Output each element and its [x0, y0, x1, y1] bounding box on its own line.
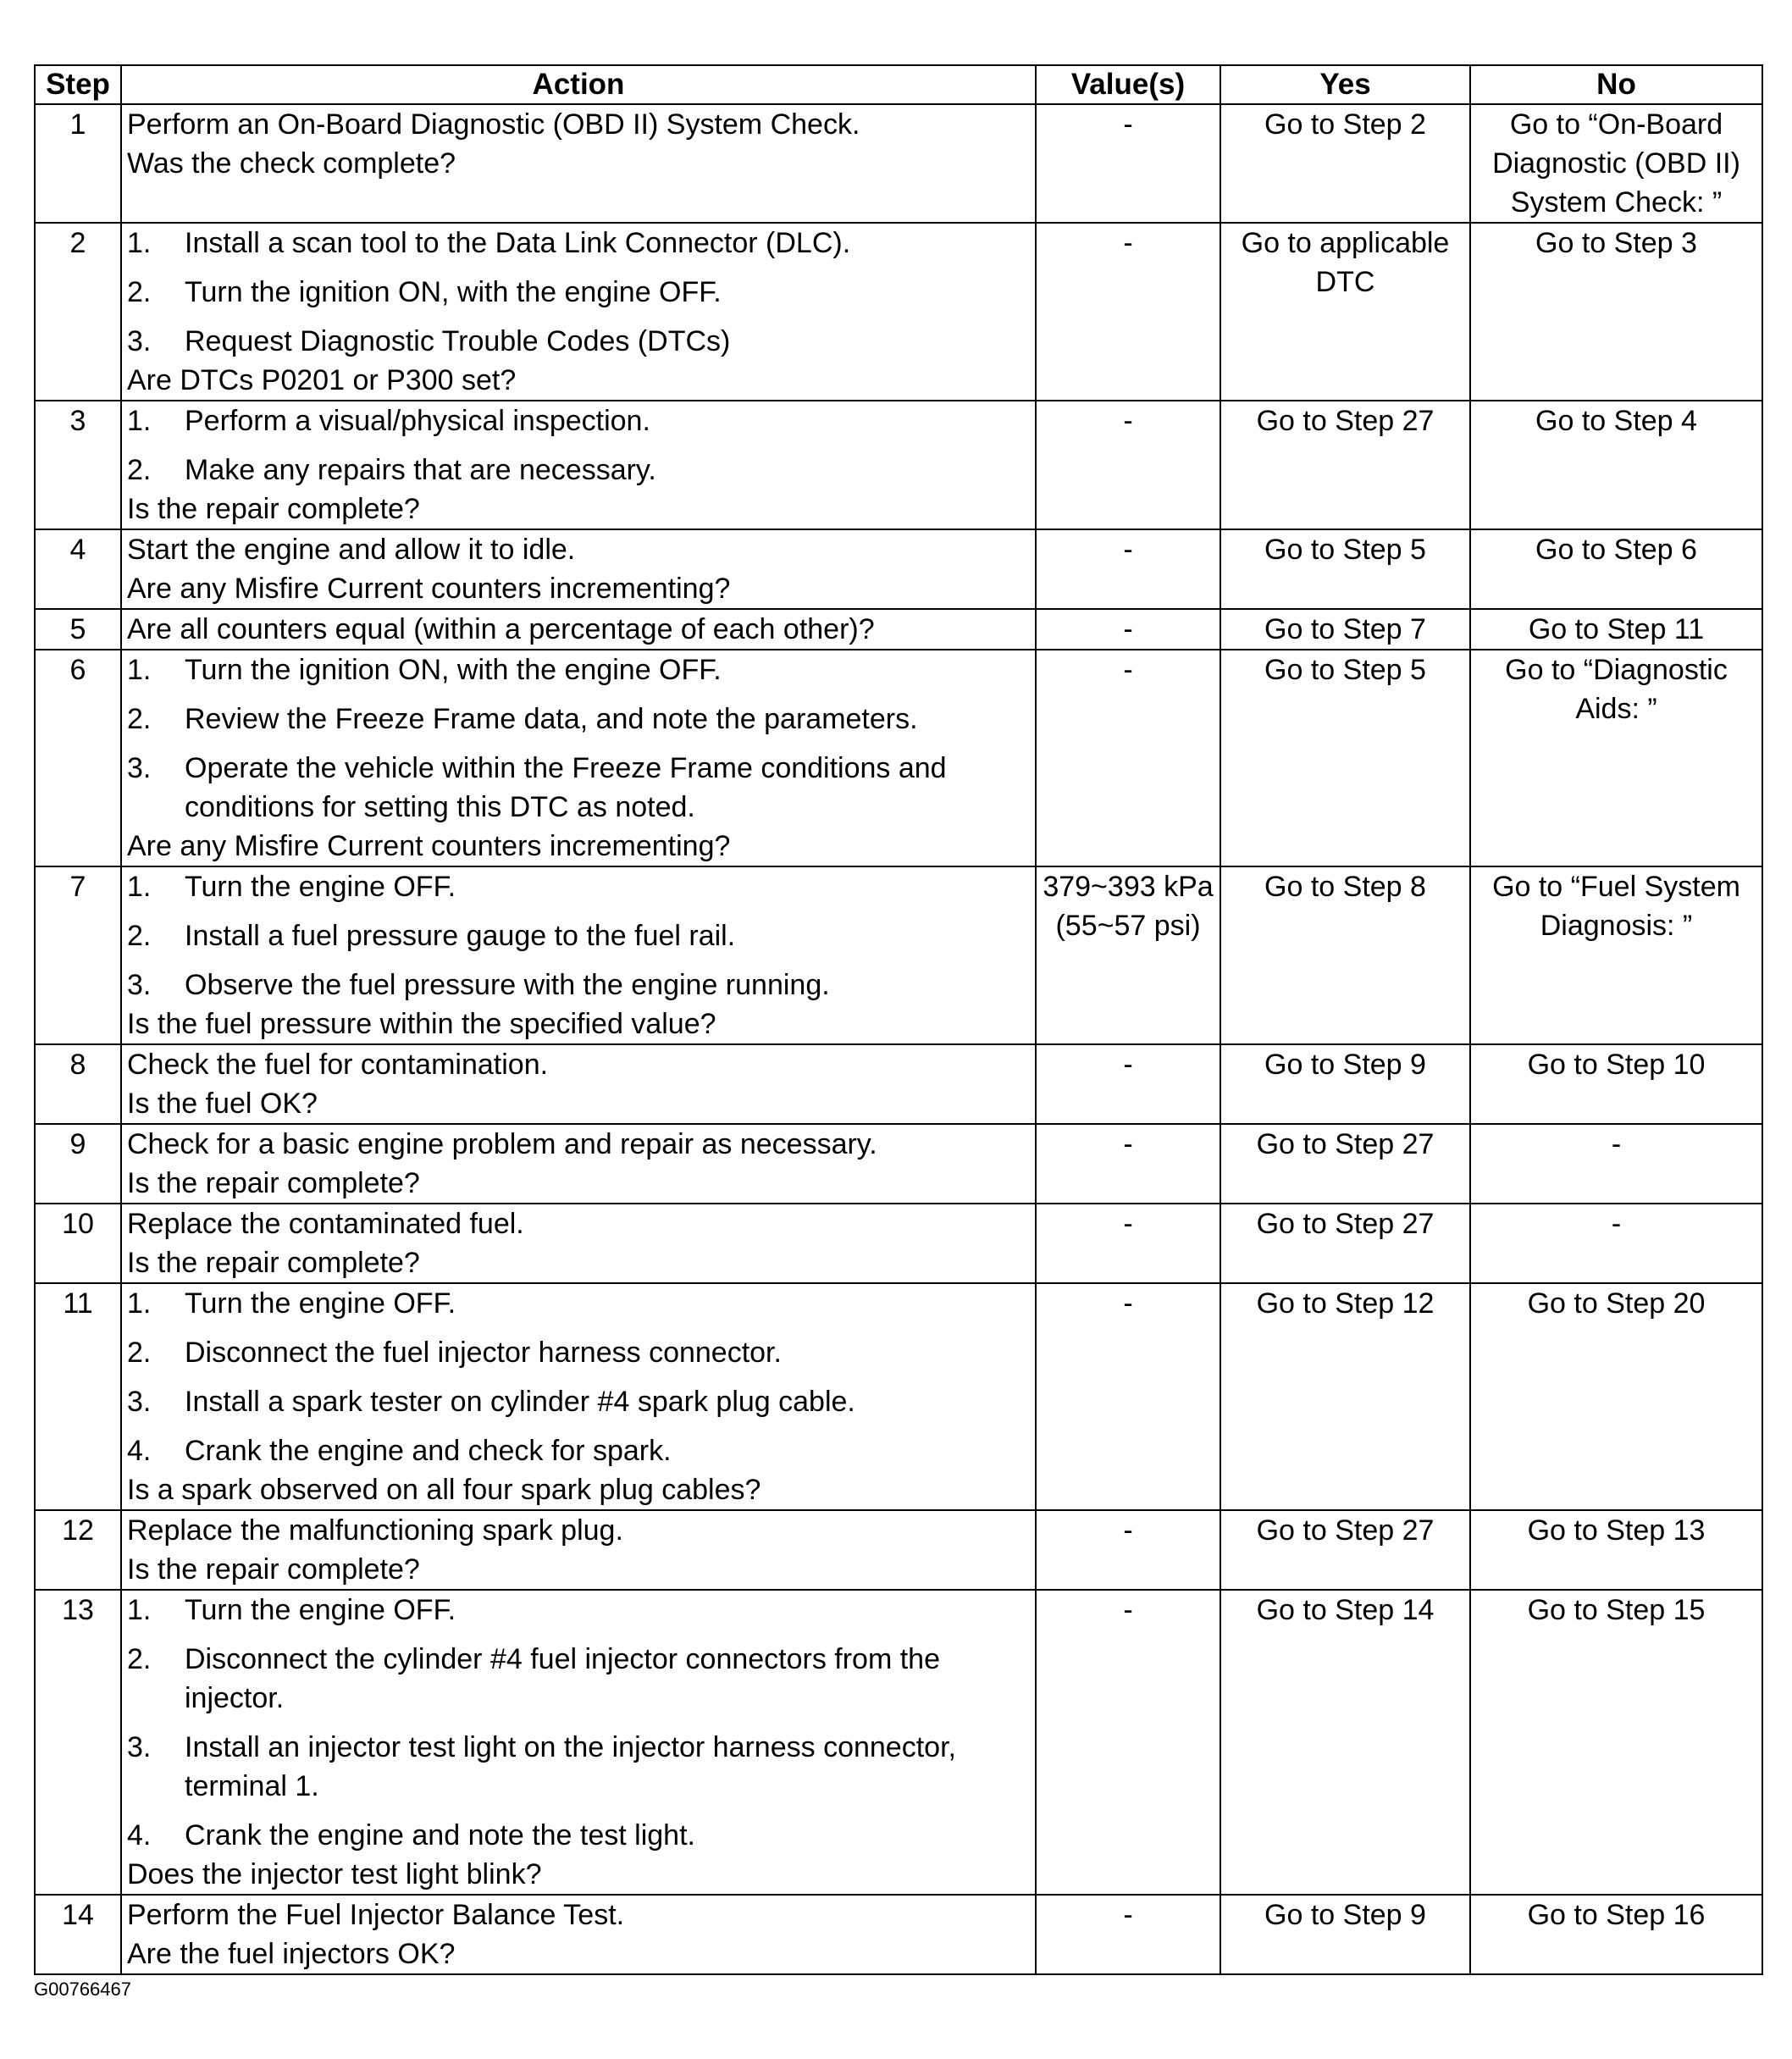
action-line: Are all counters equal (within a percentage of each other)?: [127, 613, 875, 645]
table-row: [35, 1283, 1762, 1510]
yes-cell: Go to Step 12: [1220, 1283, 1470, 1510]
action-substep: [127, 1284, 1030, 1323]
value-cell: -: [1036, 609, 1220, 650]
action-substep: [127, 1640, 1030, 1718]
action-line: Replace the malfunctioning spark plug.: [127, 1514, 623, 1547]
no-cell: -: [1470, 1204, 1762, 1283]
step-number: 5: [35, 609, 121, 650]
table-row: [35, 1124, 1762, 1204]
substep-text: Install a spark tester on cylinder #4 spark plug cable.: [185, 1386, 855, 1418]
yes-cell: Go to Step 2: [1220, 104, 1470, 223]
step-number: 6: [35, 650, 121, 866]
action-substep: [127, 273, 1030, 312]
action-line: Is a spark observed on all four spark plug cables?: [127, 1474, 761, 1506]
table-row: [35, 650, 1762, 866]
step-number: 1: [35, 104, 121, 223]
action-cell: [121, 1204, 1036, 1283]
no-cell: Go to “On-Board Diagnostic (OBD II) System Check: ”: [1470, 104, 1762, 223]
substep-text: Perform a visual/physical inspection.: [185, 405, 650, 437]
action-substep: [127, 966, 1030, 1005]
action-cell: [121, 1590, 1036, 1895]
substep-number: 1.: [127, 1594, 152, 1626]
step-number: 10: [35, 1204, 121, 1283]
substep-text: Install a fuel pressure gauge to the fuel rail.: [185, 920, 736, 952]
table-row: [35, 529, 1762, 609]
table-body: [35, 104, 1762, 1974]
substep-text: Turn the ignition ON, with the engine OFF.: [185, 654, 722, 686]
table-row: [35, 401, 1762, 529]
action-line: Is the repair complete?: [127, 1553, 420, 1586]
table-row: [35, 1895, 1762, 1974]
action-cell: [121, 104, 1036, 223]
value-cell: -: [1036, 1895, 1220, 1974]
table-row: [35, 609, 1762, 650]
yes-cell: Go to Step 7: [1220, 609, 1470, 650]
no-cell: Go to Step 13: [1470, 1510, 1762, 1590]
action-substep: [127, 401, 1030, 440]
yes-cell: Go to Step 9: [1220, 1044, 1470, 1124]
action-substep: [127, 867, 1030, 906]
substep-text: Turn the engine OFF.: [185, 1594, 456, 1626]
table-header-row: [35, 65, 1762, 104]
step-number: 12: [35, 1510, 121, 1590]
value-cell: -: [1036, 1124, 1220, 1204]
value-cell: -: [1036, 223, 1220, 401]
action-line: Is the repair complete?: [127, 1167, 420, 1199]
no-cell: Go to Step 20: [1470, 1283, 1762, 1510]
yes-cell: Go to Step 14: [1220, 1590, 1470, 1895]
action-substep: [127, 749, 1030, 827]
yes-cell: Go to applicable DTC: [1220, 223, 1470, 401]
diagnostic-table: [34, 64, 1763, 1975]
table-row: [35, 866, 1762, 1044]
table-row: [35, 104, 1762, 223]
action-cell: [121, 401, 1036, 529]
substep-number: 1.: [127, 654, 152, 686]
substep-text: Install a scan tool to the Data Link Connector (DLC).: [185, 227, 851, 259]
substep-text: Install an injector test light on the injector harness connector, terminal 1.: [185, 1731, 956, 1802]
yes-cell: Go to Step 27: [1220, 1124, 1470, 1204]
substep-text: Turn the engine OFF.: [185, 1287, 456, 1320]
substep-number: 2.: [127, 276, 152, 308]
substep-number: 2.: [127, 1643, 152, 1675]
action-cell: [121, 1510, 1036, 1590]
substep-text: Disconnect the fuel injector harness connector.: [185, 1337, 782, 1369]
value-cell: -: [1036, 650, 1220, 866]
value-cell: -: [1036, 1590, 1220, 1895]
value-cell: -: [1036, 529, 1220, 609]
action-substep: [127, 916, 1030, 955]
action-substep: [127, 700, 1030, 739]
action-cell: [121, 866, 1036, 1044]
substep-text: Disconnect the cylinder #4 fuel injector connectors from the injector.: [185, 1643, 941, 1714]
value-cell: -: [1036, 1044, 1220, 1124]
action-line: Is the fuel pressure within the specified value?: [127, 1008, 716, 1040]
header-yes: Yes: [1220, 65, 1470, 104]
action-cell: [121, 1283, 1036, 1510]
substep-text: Review the Freeze Frame data, and note the parameters.: [185, 703, 918, 735]
value-cell: -: [1036, 401, 1220, 529]
table-row: [35, 1510, 1762, 1590]
substep-number: 2.: [127, 1337, 152, 1369]
header-no: No: [1470, 65, 1762, 104]
action-line: Are any Misfire Current counters incrementing?: [127, 573, 731, 605]
substep-number: 4.: [127, 1819, 152, 1851]
value-cell: -: [1036, 104, 1220, 223]
yes-cell: Go to Step 5: [1220, 529, 1470, 609]
substep-text: Turn the ignition ON, with the engine OFF.: [185, 276, 722, 308]
substep-text: Operate the vehicle within the Freeze Frame conditions and conditions for setting this DTC as noted.: [185, 752, 947, 823]
action-substep: [127, 224, 1030, 263]
substep-number: 3.: [127, 1731, 152, 1763]
yes-cell: Go to Step 27: [1220, 401, 1470, 529]
substep-number: 4.: [127, 1435, 152, 1467]
step-number: 8: [35, 1044, 121, 1124]
value-cell: -: [1036, 1204, 1220, 1283]
no-cell: Go to Step 15: [1470, 1590, 1762, 1895]
action-cell: [121, 609, 1036, 650]
action-substep: [127, 451, 1030, 490]
table-row: [35, 1204, 1762, 1283]
step-number: 11: [35, 1283, 121, 1510]
action-line: Is the repair complete?: [127, 493, 420, 525]
action-line: Does the injector test light blink?: [127, 1858, 542, 1890]
action-line: Are any Misfire Current counters incrementing?: [127, 830, 731, 862]
substep-text: Request Diagnostic Trouble Codes (DTCs): [185, 325, 731, 357]
action-cell: [121, 1895, 1036, 1974]
action-line: Perform the Fuel Injector Balance Test.: [127, 1899, 625, 1931]
no-cell: Go to Step 6: [1470, 529, 1762, 609]
substep-text: Crank the engine and check for spark.: [185, 1435, 672, 1467]
substep-number: 3.: [127, 969, 152, 1001]
value-cell: -: [1036, 1510, 1220, 1590]
substep-number: 2.: [127, 454, 152, 486]
action-substep: [127, 1591, 1030, 1630]
action-substep: [127, 1382, 1030, 1421]
substep-text: Crank the engine and note the test light.: [185, 1819, 695, 1851]
action-cell: [121, 650, 1036, 866]
substep-text: Turn the engine OFF.: [185, 871, 456, 903]
no-cell: Go to Step 10: [1470, 1044, 1762, 1124]
substep-number: 3.: [127, 752, 152, 784]
action-line: Replace the contaminated fuel.: [127, 1208, 524, 1240]
table-row: [35, 1044, 1762, 1124]
step-number: 14: [35, 1895, 121, 1974]
action-line: Are the fuel injectors OK?: [127, 1938, 456, 1970]
header-action: Action: [121, 65, 1036, 104]
substep-text: Observe the fuel pressure with the engine running.: [185, 969, 830, 1001]
substep-number: 1.: [127, 871, 152, 903]
step-number: 4: [35, 529, 121, 609]
no-cell: Go to “Diagnostic Aids: ”: [1470, 650, 1762, 866]
no-cell: Go to “Fuel System Diagnosis: ”: [1470, 866, 1762, 1044]
action-substep: [127, 322, 1030, 361]
action-line: Check for a basic engine problem and repair as necessary.: [127, 1128, 877, 1160]
table-row: [35, 223, 1762, 401]
substep-text: Make any repairs that are necessary.: [185, 454, 656, 486]
substep-number: 3.: [127, 1386, 152, 1418]
step-number: 13: [35, 1590, 121, 1895]
action-substep: [127, 1816, 1030, 1855]
action-substep: [127, 650, 1030, 689]
substep-number: 1.: [127, 1287, 152, 1320]
action-substep: [127, 1431, 1030, 1470]
step-number: 7: [35, 866, 121, 1044]
table-row: [35, 1590, 1762, 1895]
action-line: Perform an On-Board Diagnostic (OBD II) System Check.: [127, 108, 860, 141]
action-line: Check the fuel for contamination.: [127, 1049, 549, 1081]
yes-cell: Go to Step 8: [1220, 866, 1470, 1044]
substep-number: 3.: [127, 325, 152, 357]
value-cell: 379~393 kPa (55~57 psi): [1036, 866, 1220, 1044]
action-line: Start the engine and allow it to idle.: [127, 534, 576, 566]
action-cell: [121, 223, 1036, 401]
figure-code: G00766467: [34, 1979, 131, 2000]
substep-number: 1.: [127, 405, 152, 437]
action-substep: [127, 1728, 1030, 1806]
value-cell: -: [1036, 1283, 1220, 1510]
action-cell: [121, 1124, 1036, 1204]
action-line: Is the fuel OK?: [127, 1088, 318, 1120]
action-line: Are DTCs P0201 or P300 set?: [127, 364, 517, 396]
action-cell: [121, 529, 1036, 609]
step-number: 2: [35, 223, 121, 401]
action-cell: [121, 1044, 1036, 1124]
substep-number: 2.: [127, 703, 152, 735]
no-cell: -: [1470, 1124, 1762, 1204]
step-number: 9: [35, 1124, 121, 1204]
yes-cell: Go to Step 27: [1220, 1204, 1470, 1283]
yes-cell: Go to Step 9: [1220, 1895, 1470, 1974]
step-number: 3: [35, 401, 121, 529]
no-cell: Go to Step 4: [1470, 401, 1762, 529]
header-value: Value(s): [1036, 65, 1220, 104]
header-step: Step: [35, 65, 121, 104]
no-cell: Go to Step 11: [1470, 609, 1762, 650]
substep-number: 1.: [127, 227, 152, 259]
substep-number: 2.: [127, 920, 152, 952]
action-substep: [127, 1333, 1030, 1372]
action-line: Was the check complete?: [127, 147, 456, 180]
yes-cell: Go to Step 27: [1220, 1510, 1470, 1590]
yes-cell: Go to Step 5: [1220, 650, 1470, 866]
no-cell: Go to Step 3: [1470, 223, 1762, 401]
action-line: Is the repair complete?: [127, 1247, 420, 1279]
no-cell: Go to Step 16: [1470, 1895, 1762, 1974]
